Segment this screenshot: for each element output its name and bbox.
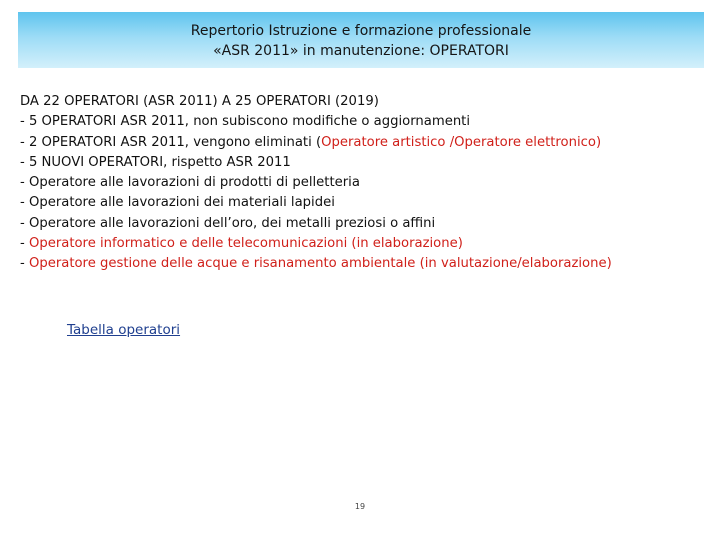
removed-operators-names: Operatore artistico /Operatore elettronico) [321,134,602,150]
new-operator-highlight: Operatore gestione delle acque e risanamento ambientale (in valutazione/elaborazione) [28,256,612,272]
title-line-1: Repertorio Istruzione e formazione professionale [190,23,532,39]
new-operator-item: - Operatore alle lavorazioni dell’oro, dei metalli preziosi o affini [20,215,436,231]
title-banner [18,12,704,68]
body-text [20,92,710,275]
removed-operators-line [20,133,710,153]
new-operator-item [20,254,710,274]
page-number: 19 [354,502,366,511]
new-operator-item: - Operatore alle lavorazioni di prodotti di pelletteria [20,175,360,191]
operators-table-link[interactable]: Tabella operatori [67,322,181,338]
new-operator-item [20,234,710,254]
new-operator-item: - Operatore alle lavorazioni dei materiali lapidei [20,195,335,211]
removed-operators-text: - 2 OPERATORI ASR 2011, vengono eliminati ( [20,134,322,150]
list-dash: - [20,236,29,252]
new-operators-line: - 5 NUOVI OPERATORI, rispetto ASR 2011 [20,154,291,170]
title-line-2: «ASR 2011» in manutenzione: OPERATORI [213,43,509,59]
list-dash: - [20,256,29,272]
summary-line: DA 22 OPERATORI (ASR 2011) A 25 OPERATORI (2019) [20,94,379,109]
new-operator-highlight: Operatore informatico e delle telecomunicazioni (in elaborazione) [28,236,463,252]
unchanged-operators-line: - 5 OPERATORI ASR 2011, non subiscono modifiche o aggiornamenti [20,114,471,130]
